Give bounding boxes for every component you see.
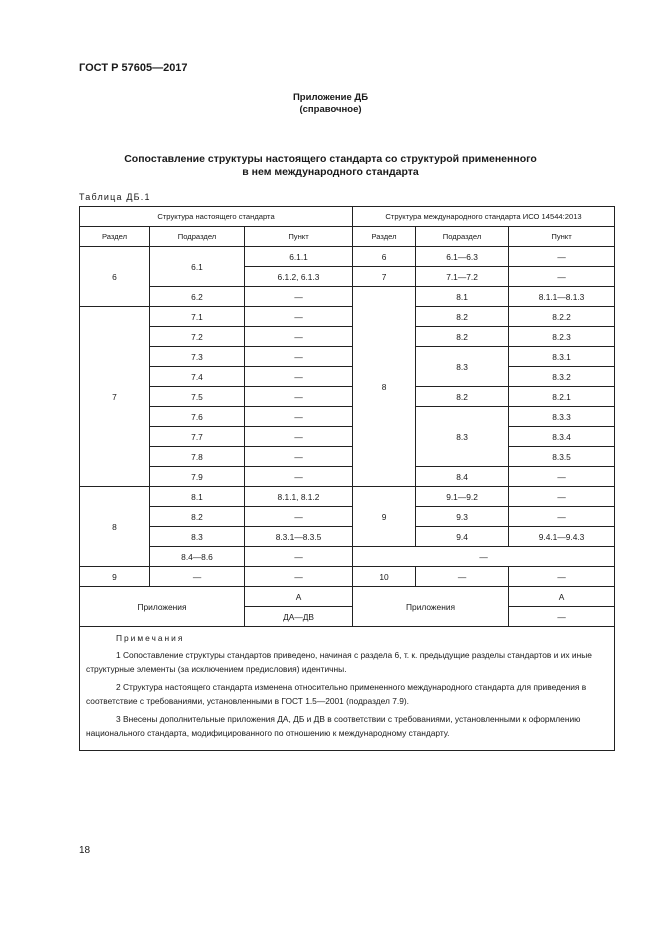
table-cell: — [509,487,615,507]
table-cell: 7.6 [150,407,245,427]
table-cell: 8.3.2 [509,367,615,387]
annex-heading [0,92,661,116]
table-cell: — [245,307,353,327]
table-cell: 9.4 [416,527,509,547]
table-cell: 9 [80,567,150,587]
table-cell: 8.3 [416,407,509,467]
table-cell: 8.3 [150,527,245,547]
table-cell: 8.2 [416,327,509,347]
table-cell: 8.3 [416,347,509,387]
table-cell: 6.1 [150,247,245,287]
table-cell: — [509,567,615,587]
notes-cell [80,627,615,751]
group-header-national: Структура настоящего стандарта [80,207,353,227]
table-row [80,527,615,547]
table-cell: А [509,587,615,607]
table-cell: — [245,367,353,387]
table-cell: 8.1.1, 8.1.2 [245,487,353,507]
table-cell: 7.5 [150,387,245,407]
table-cell: 8.2 [416,307,509,327]
section-heading-line-1: Сопоставление структуры настоящего стандарта со структурой примененного [124,153,537,165]
table-cell: А [245,587,353,607]
table-row [80,467,615,487]
table-cell: — [245,567,353,587]
note-item: 2 Структура настоящего стандарта изменена относительно примененного международного стандарта для приведения в соответствие с требованиями, установленными в ГОСТ 1.5—2001 (подраздел 7.9). [86,682,587,706]
table-cell: 7.2 [150,327,245,347]
table-cell: 8.2.2 [509,307,615,327]
annex-title: Приложение ДБ [292,92,369,103]
table-row [80,247,615,267]
table-cell: — [353,547,615,567]
table-cell: 9.4.1—9.4.3 [509,527,615,547]
table-cell: — [245,387,353,407]
table-row [80,387,615,407]
table-cell: — [509,267,615,287]
table-cell: 7.3 [150,347,245,367]
section-heading-line-2: в нем международного стандарта [242,166,419,178]
table-cell: 7.9 [150,467,245,487]
table-cell: 8.3.5 [509,447,615,467]
col-header-subsection: Подраздел [150,227,245,247]
table-cell: — [150,567,245,587]
col-header-section-intl: Раздел [353,227,416,247]
table-cell: — [245,447,353,467]
table-row [80,347,615,367]
annexes-label-international: Приложения [353,587,509,627]
table-cell: 7.1—7.2 [416,267,509,287]
page-number: 18 [79,845,91,856]
table-cell: — [245,467,353,487]
table-cell: 8.2 [150,507,245,527]
table-cell: — [245,547,353,567]
table-cell: 8 [80,487,150,567]
table-cell: 8.2.3 [509,327,615,347]
table-row [80,287,615,307]
table-cell: — [245,427,353,447]
table-cell: — [509,467,615,487]
table-cell: 8.3.1 [509,347,615,367]
col-header-subsection-intl: Подраздел [416,227,509,247]
table-cell: 8.3.3 [509,407,615,427]
table-cell: 7 [80,307,150,487]
col-header-section: Раздел [80,227,150,247]
table-cell: — [509,247,615,267]
table-cell: 6.1.1 [245,247,353,267]
table-row [80,567,615,587]
table-row [80,367,615,387]
annexes-label-national: Приложения [80,587,245,627]
table-cell: 8.1.1—8.1.3 [509,287,615,307]
table-cell: 7.4 [150,367,245,387]
table-cell: 8.1 [150,487,245,507]
col-header-item-intl: Пункт [509,227,615,247]
table-cell: 7.8 [150,447,245,467]
table-cell: — [509,507,615,527]
table-row [80,407,615,427]
table-cell: — [245,327,353,347]
table-cell: 7.1 [150,307,245,327]
document-code: ГОСТ Р 57605—2017 [79,62,188,74]
section-heading [0,153,661,179]
table-group-header-row [80,207,615,227]
group-header-international: Структура международного стандарта ИСО 14544:2013 [353,207,615,227]
notes-title: Примечания [116,633,185,643]
table-cell: — [416,567,509,587]
table-row [80,547,615,567]
table-row [80,587,615,607]
table-column-header-row [80,227,615,247]
table-cell: 6 [353,247,416,267]
table-cell: 8.3.4 [509,427,615,447]
table-row [80,427,615,447]
table-cell: — [245,407,353,427]
table-cell: ДА—ДВ [245,607,353,627]
structure-comparison-table [79,206,615,751]
table-cell: 6 [80,247,150,307]
table-cell: — [509,607,615,627]
table-cell: 7.7 [150,427,245,447]
table-cell: 8.4 [416,467,509,487]
table-cell: 8.2.1 [509,387,615,407]
annex-subtitle: (справочное) [299,104,362,115]
notes-row [80,627,615,751]
table-row [80,507,615,527]
table-cell: 7 [353,267,416,287]
table-cell: 9 [353,487,416,547]
table-cell: — [245,287,353,307]
table-row [80,487,615,507]
table-cell: 8.2 [416,387,509,407]
table-cell: — [245,347,353,367]
table-cell: 8.1 [416,287,509,307]
note-item: 1 Сопоставление структуры стандартов приведено, начиная с раздела 6, т. к. предыдущие разделы стандартов и их иные структурные элементы (за исключением предисловия) идентичны. [86,650,592,674]
note-item: 3 Внесены дополнительные приложения ДА, ДБ и ДВ в соответствии с требованиями, установленными к оформлению национального стандарта, модифицированного по отношению к международному стандарту. [86,714,581,738]
table-cell: 6.1—6.3 [416,247,509,267]
table-cell: 6.2 [150,287,245,307]
table-cell: 10 [353,567,416,587]
col-header-item: Пункт [245,227,353,247]
table-cell: 8 [353,287,416,487]
table-row [80,327,615,347]
table-cell: 6.1.2, 6.1.3 [245,267,353,287]
table-row [80,447,615,467]
table-caption: Таблица ДБ.1 [79,192,151,202]
table-cell: 9.1—9.2 [416,487,509,507]
table-cell: — [245,507,353,527]
table-cell: 8.3.1—8.3.5 [245,527,353,547]
table-cell: 8.4—8.6 [150,547,245,567]
table-cell: 9.3 [416,507,509,527]
table-row [80,307,615,327]
